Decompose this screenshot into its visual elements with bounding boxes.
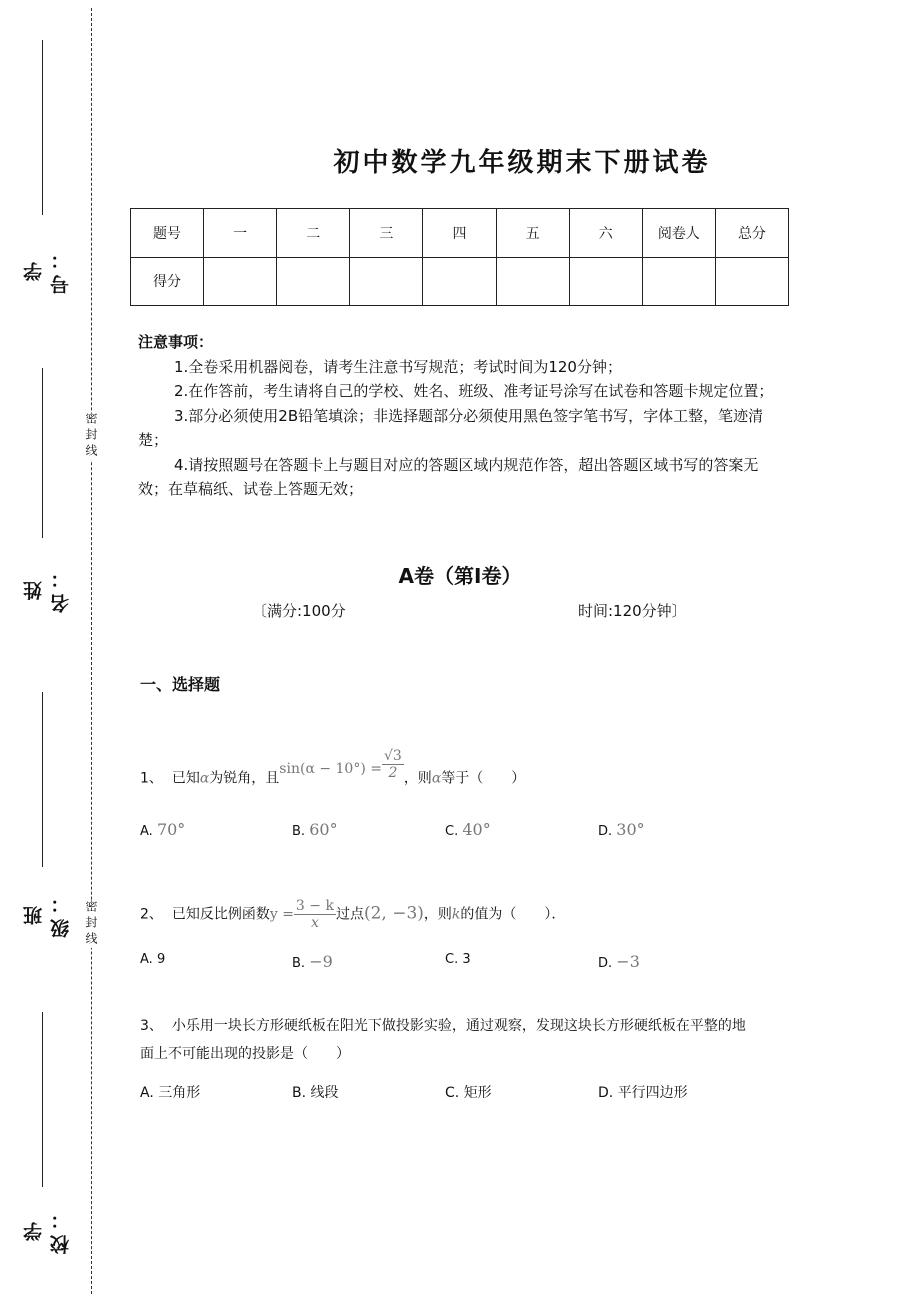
question-1 [140, 748, 526, 795]
option-label: D. [598, 1085, 614, 1101]
score-cell[interactable] [642, 257, 715, 306]
option-label: B. [292, 956, 306, 971]
seal-text-1: 密封线 [84, 412, 98, 460]
note-item: 3.部分必须使用2B铅笔填涂；非选择题部分必须使用黑色签字笔书写，字体工整，笔迹清楚； [138, 406, 764, 449]
question-text: 等于（ ） [441, 770, 526, 787]
option-value: 60° [309, 820, 338, 839]
question-text: 已知 [171, 770, 200, 787]
option-a[interactable] [140, 952, 165, 967]
score-cell[interactable] [204, 257, 277, 306]
score-header-cell: 一 [204, 209, 277, 258]
question-text: 的值为（ ）． [460, 906, 566, 923]
option-b[interactable] [292, 820, 338, 839]
score-header-cell: 四 [423, 209, 496, 258]
option-label: B. [292, 1085, 307, 1101]
score-header-cell: 二 [277, 209, 350, 258]
option-label: D. [598, 956, 613, 971]
option-value: 30° [616, 820, 645, 839]
math-point: (2, −3) [363, 903, 424, 924]
score-table-header-row [131, 209, 789, 258]
option-label: D. [598, 824, 613, 839]
page-title: 初中数学九年级期末下册试卷 [333, 148, 711, 178]
math-expression: sin(α − 10°) = [279, 760, 382, 777]
option-label: B. [292, 824, 306, 839]
fraction-numerator: 3 − k [295, 898, 334, 914]
option-b[interactable] [292, 1082, 339, 1102]
note-item: 1.全卷采用机器阅卷，请考生注意书写规范；考试时间为120分钟； [174, 357, 622, 376]
option-label: C. [445, 1085, 460, 1101]
notes-heading: 注意事项： [138, 333, 214, 351]
option-value: 三角形 [158, 1085, 201, 1101]
option-label: A. [140, 824, 153, 839]
score-header-cell: 三 [350, 209, 423, 258]
note-item: 4.请按照题号在答题卡上与题目对应的答题区域内规范作答，超出答题区域书写的答案无效；在草稿纸、试卷上答题无效； [138, 455, 759, 498]
option-c[interactable] [445, 820, 491, 839]
question-text: ，则 [423, 906, 452, 923]
question-number: 2、 [140, 906, 163, 923]
option-value: 40° [462, 820, 491, 839]
score-cell[interactable] [569, 257, 642, 306]
student-no-label: 学号： [23, 244, 72, 294]
option-c[interactable] [445, 1082, 492, 1102]
score-cell[interactable] [277, 257, 350, 306]
class-line [42, 692, 43, 867]
student-no-line [42, 40, 43, 215]
school-label: 学校： [23, 1204, 72, 1254]
question-text: 已知反比例函数 [171, 906, 270, 923]
question-text: 小乐用一块长方形硬纸板在阳光下做投影实验，通过观察，发现这块长方形硬纸板在平整的地 [171, 1018, 746, 1034]
math-expression: y = [269, 906, 294, 923]
math-fraction [294, 898, 336, 931]
option-a[interactable] [140, 820, 185, 839]
score-table [130, 208, 789, 306]
score-header-cell: 题号 [131, 209, 204, 258]
fraction-denominator: x [310, 915, 319, 931]
option-a[interactable] [140, 1082, 200, 1102]
option-label: C. [445, 952, 459, 967]
option-value: 平行四边形 [617, 1085, 688, 1101]
question-number: 1、 [140, 770, 163, 787]
question-text: 过点 [335, 906, 364, 923]
school-line [42, 1012, 43, 1187]
name-line [42, 368, 43, 538]
part-heading: 一、选择题 [140, 675, 221, 694]
class-label: 班级： [23, 888, 72, 938]
question-text: 为锐角，且 [209, 770, 280, 787]
math-var: k [451, 906, 461, 923]
question-3 [140, 1012, 790, 1068]
option-value: 矩形 [463, 1085, 492, 1101]
score-row-label: 得分 [131, 257, 204, 306]
name-label: 姓名： [23, 563, 72, 613]
option-label: A. [140, 1085, 154, 1101]
question-text: 面上不可能出现的投影是（ ） [140, 1046, 350, 1062]
full-score-text: 〔满分:100分 [252, 602, 346, 620]
score-header-cell: 阅卷人 [642, 209, 715, 258]
option-value: −3 [616, 952, 640, 971]
option-value: 70° [156, 820, 186, 839]
score-header-cell: 总分 [715, 209, 788, 258]
question-text: ，则 [403, 770, 432, 787]
option-value: 线段 [310, 1085, 339, 1101]
option-label: A. [140, 952, 153, 967]
cut-line [91, 8, 92, 1294]
option-value: −9 [309, 952, 333, 971]
score-cell[interactable] [423, 257, 496, 306]
time-text: 时间:120分钟〕 [578, 602, 687, 620]
score-cell[interactable] [496, 257, 569, 306]
score-table-score-row [131, 257, 789, 306]
fraction-numerator: √3 [383, 748, 402, 764]
option-d[interactable] [598, 1082, 688, 1102]
option-c[interactable] [445, 952, 471, 967]
notes-block [138, 330, 788, 502]
section-a-title: A卷（第I卷） [398, 564, 522, 588]
question-2 [140, 898, 565, 931]
fraction-denominator: 2 [388, 765, 398, 781]
math-var: α [199, 770, 210, 787]
math-var: α [431, 770, 442, 787]
score-header-cell: 五 [496, 209, 569, 258]
option-d[interactable] [598, 820, 645, 839]
score-cell[interactable] [350, 257, 423, 306]
question-number: 3、 [140, 1018, 163, 1034]
math-fraction [382, 748, 404, 781]
option-label: C. [445, 824, 459, 839]
option-value: 9 [156, 952, 166, 967]
note-item: 2.在作答前，考生请将自己的学校、姓名、班级、准考证号涂写在试卷和答题卡规定位置； [174, 382, 774, 400]
score-header-cell: 六 [569, 209, 642, 258]
option-value: 3 [462, 952, 471, 967]
score-cell[interactable] [715, 257, 788, 306]
option-d[interactable] [598, 952, 640, 971]
seal-text-2: 密封线 [84, 900, 98, 948]
option-b[interactable] [292, 952, 333, 971]
